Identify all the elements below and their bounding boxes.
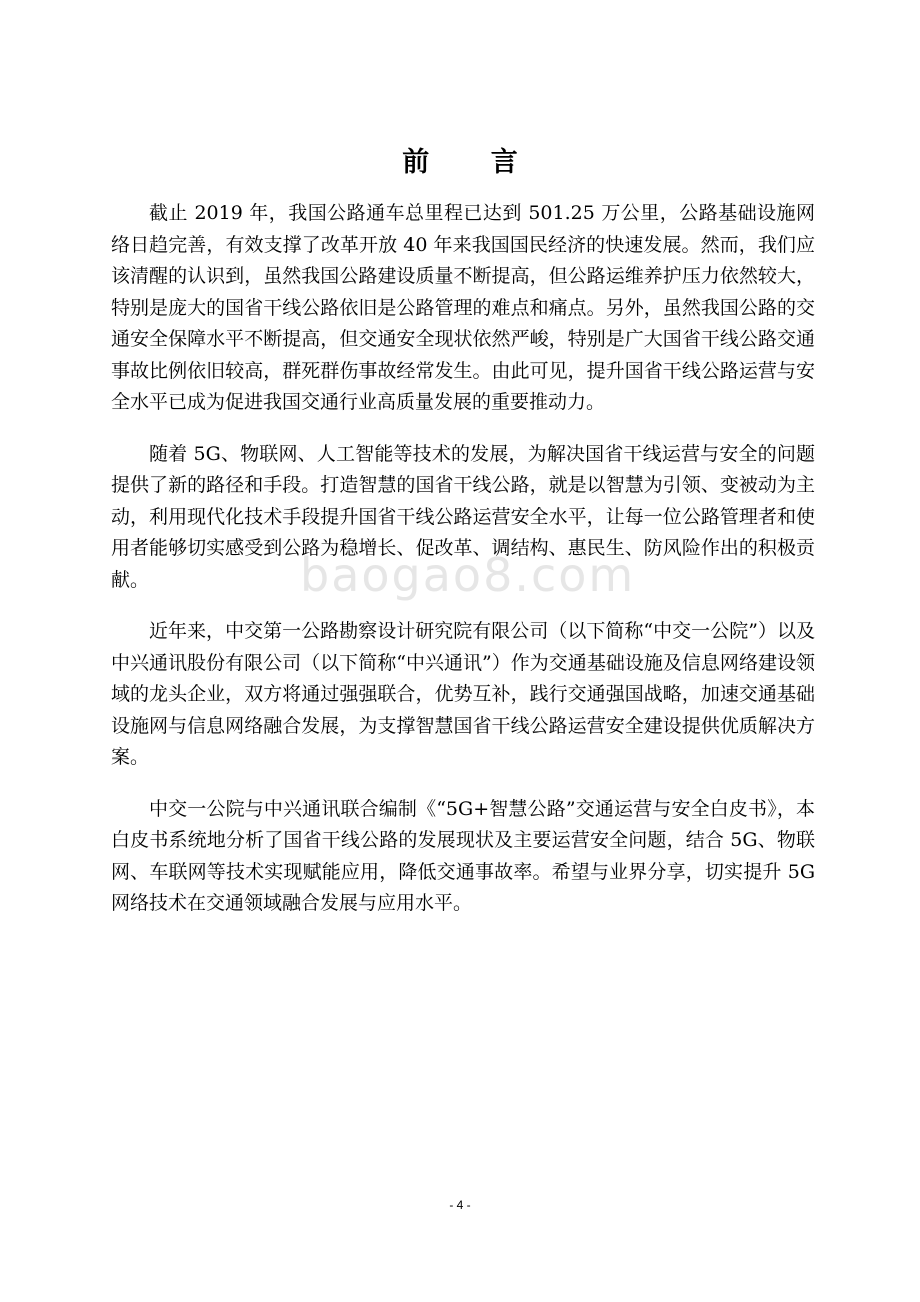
watermark: baogao8.com — [300, 548, 636, 602]
paragraph-3: 近年来，中交第一公路勘察设计研究院有限公司（以下简称“中交一公院”）以及中兴通讯股份有限公司（以下简称“中兴通讯”）作为交通基础设施及信息网络建设领域的龙头企业，双方将通过强强联合，优势互补，践行交通强国战略，加速交通基础设施网与信息网络融合发展，为支撑智慧国省干线公路运营安全建设提供优质解决方案。 — [111, 620, 815, 768]
body-text — [111, 198, 815, 940]
paragraph-1: 截止 2019 年，我国公路通车总里程已达到 501.25 万公里，公路基础设施网络日趋完善，有效支撑了改革开放 40 年来我国国民经济的快速发展。然而，我们应该清醒的认识到，虽然我国公路建设质量不断提高，但公路运维养护压力依然较大，特别是庞大的国省干线公路依旧是公路管理的难点和痛点。另外，虽然我国公路的交通安全保障水平不断提高，但交通安全现状依然严峻，特别是广大国省干线公路交通事故比例依旧较高，群死群伤事故经常发生。由此可见，提升国省干线公路运营与安全水平已成为促进我国交通行业高质量发展的重要推动力。 — [111, 202, 815, 413]
paragraph-2: 随着 5G、物联网、人工智能等技术的发展，为解决国省干线运营与安全的问题提供了新的路径和手段。打造智慧的国省干线公路，就是以智慧为引领、变被动为主动，利用现代化技术手段提升国省干线公路运营安全水平，让每一位公路管理者和使用者能够切实感受到公路为稳增长、促改革、调结构、惠民生、防风险作出的积极贡献。 — [111, 442, 815, 591]
page-title: 前 言 — [402, 147, 544, 178]
page-number: - 4 - — [449, 1198, 471, 1212]
paragraph-4: 中交一公院与中兴通讯联合编制《“5G+智慧公路”交通运营与安全白皮书》，本白皮书系统地分析了国省干线公路的发展现状及主要运营安全问题，结合 5G、物联网、车联网等技术实现赋能应用，降低交通事故率。希望与业界分享，切实提升 5G 网络技术在交通领域融合发展与应用水平。 — [111, 797, 815, 914]
